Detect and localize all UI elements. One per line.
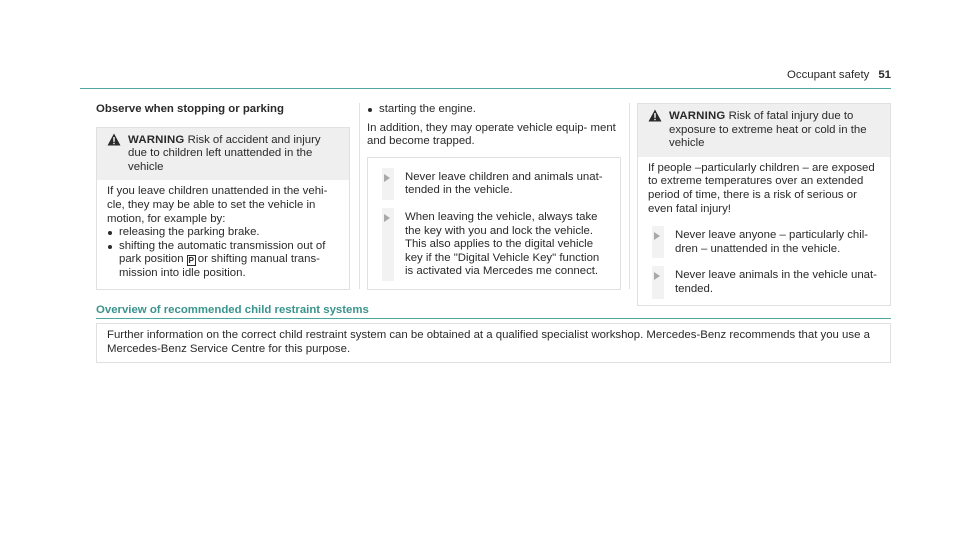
bullet-list bbox=[367, 103, 621, 117]
column-3 bbox=[637, 103, 891, 306]
overview-title: Overview of recommended child restraint systems bbox=[96, 304, 369, 316]
instruction-text: Never leave anyone – particularly chil- dren – unattended in the vehicle. bbox=[675, 229, 869, 255]
header-rule bbox=[80, 88, 891, 89]
bullet-text: or shifting manual trans- mission into idle position. bbox=[119, 253, 320, 279]
page-number: 51 bbox=[878, 69, 891, 81]
instruction-bar bbox=[382, 168, 394, 200]
list-item: releasing the parking brake. bbox=[107, 226, 339, 240]
instruction-step bbox=[648, 269, 880, 296]
arrow-right-icon bbox=[654, 272, 660, 280]
list-item: starting the engine. bbox=[367, 103, 621, 117]
list-item bbox=[107, 240, 339, 281]
warning-header bbox=[97, 128, 349, 181]
instruction-step bbox=[378, 211, 610, 279]
warning-title: Risk of accident and injury due to children left unattended in the vehicle bbox=[128, 133, 321, 173]
arrow-right-icon bbox=[384, 174, 390, 182]
warning-body bbox=[638, 157, 890, 305]
column-1 bbox=[96, 103, 350, 290]
instruction-text: When leaving the vehicle, always take the key with you and lock the vehicle. This also applies to the digital vehicle key if the "Digital Vehicle Key" function is activated via Mercedes me connect. bbox=[405, 210, 600, 278]
arrow-right-icon bbox=[654, 232, 660, 240]
warning-label: WARNING bbox=[128, 133, 185, 146]
warning-triangle-icon bbox=[648, 109, 662, 122]
overview-text: Further information on the correct child restraint system can be obtained at a qualified specialist workshop. Mercedes-Benz recommends that you use a Mercedes-Benz Service Centre for this purpose. bbox=[107, 329, 870, 355]
stopping-parking-heading: Observe when stopping or parking bbox=[96, 103, 284, 115]
warning-label: WARNING bbox=[669, 110, 726, 122]
instruction-text: Never leave children and animals unat- tended in the vehicle. bbox=[405, 170, 603, 197]
instruction-step bbox=[648, 229, 880, 256]
park-position-symbol: P bbox=[188, 255, 195, 266]
warning-box-temperature bbox=[637, 103, 891, 306]
warning-header bbox=[638, 104, 890, 157]
overview-box bbox=[96, 323, 891, 363]
warning-body bbox=[97, 180, 349, 288]
instruction-bar bbox=[652, 226, 664, 258]
instruction-bar bbox=[652, 266, 664, 298]
column-2 bbox=[367, 103, 621, 290]
warning-text: If you leave children unattended in the vehi- cle, they may be able to set the vehicle in motion, for example by: bbox=[107, 185, 328, 225]
section-title: Occupant safety bbox=[787, 69, 870, 81]
paragraph: In addition, they may operate vehicle equip- ment and become trapped. bbox=[367, 121, 616, 148]
warning-box-children bbox=[96, 127, 350, 290]
warning-triangle-icon bbox=[107, 133, 121, 146]
warning-text: If people –particularly children – are exposed to extreme temperatures over an extended period of time, there is a risk of serious or even fatal injury! bbox=[648, 161, 875, 215]
arrow-right-icon bbox=[384, 214, 390, 222]
column-divider bbox=[359, 103, 360, 289]
instruction-step bbox=[378, 171, 610, 198]
instruction-panel bbox=[367, 157, 621, 290]
bullet-list bbox=[107, 226, 339, 280]
column-divider bbox=[629, 103, 630, 289]
instruction-text: Never leave animals in the vehicle unat- tended. bbox=[675, 269, 877, 295]
warning-title: Risk of fatal injury due to exposure to extreme heat or cold in the vehicle bbox=[669, 110, 867, 150]
bullet-text: shifting the automatic transmission out of park position bbox=[119, 239, 326, 266]
overview-rule bbox=[96, 318, 891, 319]
page-header bbox=[787, 69, 891, 83]
